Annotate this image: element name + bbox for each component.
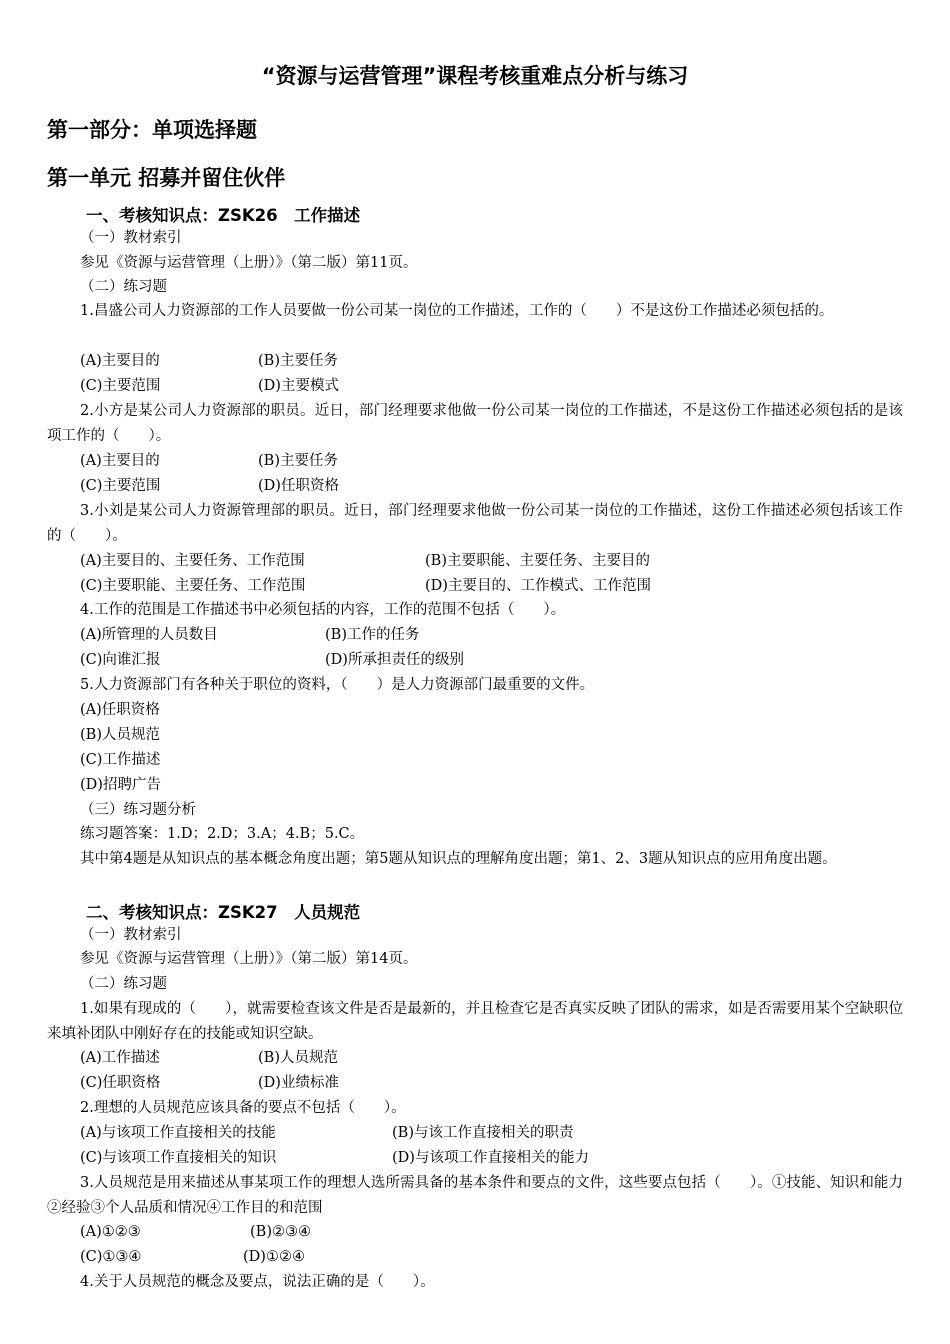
option-a: (A)工作描述 (80, 1050, 160, 1066)
part-heading: 第一部分：单项选择题 (47, 118, 257, 142)
subheading-textbook-index: （一）教材索引 (80, 230, 182, 246)
option-d: (D)业绩标准 (258, 1075, 339, 1091)
option-b: (B)人员规范 (258, 1050, 338, 1066)
option-c: (C)①③④ (80, 1249, 142, 1265)
option-c: (C)主要范围 (80, 478, 161, 494)
option-a: (A)任职资格 (80, 702, 160, 718)
question-text: 1.昌盛公司人力资源部的工作人员要做一份公司某一岗位的工作描述，工作的（ ）不是这份工作描述必须包括的。 (80, 303, 834, 319)
option-b: (B)主要职能、主要任务、主要目的 (425, 553, 650, 569)
option-b: (B)工作的任务 (325, 627, 420, 643)
option-a: (A)与该项工作直接相关的技能 (80, 1125, 276, 1141)
question-text: 1.如果有现成的（ ），就需要检查该文件是否是最新的，并且检查它是否真实反映了团队的需求，如是否需要用某个空缺职位来填补团队中刚好存在的技能或知识空缺。 (47, 1001, 903, 1042)
option-c: (C)主要职能、主要任务、工作范围 (80, 578, 306, 594)
unit-heading: 第一单元 招募并留住伙伴 (47, 166, 286, 190)
option-a: (A)主要目的、主要任务、工作范围 (80, 553, 305, 569)
option-c: (C)主要范围 (80, 378, 161, 394)
option-c: (C)向谁汇报 (80, 652, 161, 668)
option-a: (A)主要目的 (80, 453, 160, 469)
option-c: (C)工作描述 (80, 752, 161, 768)
textbook-reference: 参见《资源与运营管理（上册）》（第二版）第11页。 (80, 255, 418, 271)
subheading-analysis: （三）练习题分析 (80, 802, 196, 818)
question-text: 3.小刘是某公司人力资源管理部的职员。近日，部门经理要求他做一份公司某一岗位的工作描述，这份工作描述必须包括该工作的（ ）。 (47, 503, 903, 544)
section-heading-zsk27: 二、考核知识点：ZSK27 人员规范 (86, 903, 361, 922)
analysis-text: 其中第4题是从知识点的基本概念角度出题；第5题从知识点的理解角度出题；第1、2、3题从知识点的应用角度出题。 (80, 851, 837, 867)
option-d: (D)①②④ (243, 1249, 305, 1265)
option-d: (D)所承担责任的级别 (325, 652, 464, 668)
option-d: (D)主要模式 (258, 378, 339, 394)
question-text: 2.小方是某公司人力资源部的职员。近日，部门经理要求他做一份公司某一岗位的工作描述，不是这份工作描述必须包括的是该项工作的（ ）。 (47, 403, 903, 444)
section-heading-zsk26: 一、考核知识点：ZSK26 工作描述 (86, 206, 361, 225)
document-title: “资源与运营管理”课程考核重难点分析与练习 (261, 64, 689, 88)
question-text: 3.人员规范是用来描述从事某项工作的理想人选所需具备的基本条件和要点的文件，这些要点包括（ ）。①技能、知识和能力②经验③个人品质和情况④工作目的和范围 (47, 1175, 903, 1216)
option-b: (B)人员规范 (80, 727, 160, 743)
question-text: 4.工作的范围是工作描述书中必须包括的内容，工作的范围不包括（ ）。 (80, 602, 566, 618)
option-d: (D)主要目的、工作模式、工作范围 (425, 578, 651, 594)
subheading-textbook-index: （一）教材索引 (80, 927, 182, 943)
option-a: (A)所管理的人员数目 (80, 627, 218, 643)
option-d: (D)招聘广告 (80, 777, 161, 793)
subheading-exercises: （二）练习题 (80, 976, 167, 992)
option-d: (D)任职资格 (258, 478, 339, 494)
option-b: (B)主要任务 (258, 453, 338, 469)
option-b: (B)主要任务 (258, 353, 338, 369)
question-text: 5.人力资源部门有各种关于职位的资料，（ ）是人力资源部门最重要的文件。 (80, 677, 595, 693)
textbook-reference: 参见《资源与运营管理（上册）》（第二版）第14页。 (80, 951, 418, 967)
subheading-exercises: （二）练习题 (80, 279, 167, 295)
option-c: (C)任职资格 (80, 1075, 161, 1091)
option-b: (B)②③④ (250, 1224, 311, 1240)
answer-key: 练习题答案：1.D；2.D；3.A；4.B；5.C。 (80, 826, 365, 842)
option-a: (A)①②③ (80, 1224, 141, 1240)
option-d: (D)与该项工作直接相关的能力 (392, 1150, 589, 1166)
question-text: 4.关于人员规范的概念及要点，说法正确的是（ ）。 (80, 1274, 435, 1290)
option-b: (B)与该工作直接相关的职责 (392, 1125, 574, 1141)
option-a: (A)主要目的 (80, 353, 160, 369)
question-text: 2.理想的人员规范应该具备的要点不包括（ ）。 (80, 1100, 406, 1116)
option-c: (C)与该项工作直接相关的知识 (80, 1150, 277, 1166)
